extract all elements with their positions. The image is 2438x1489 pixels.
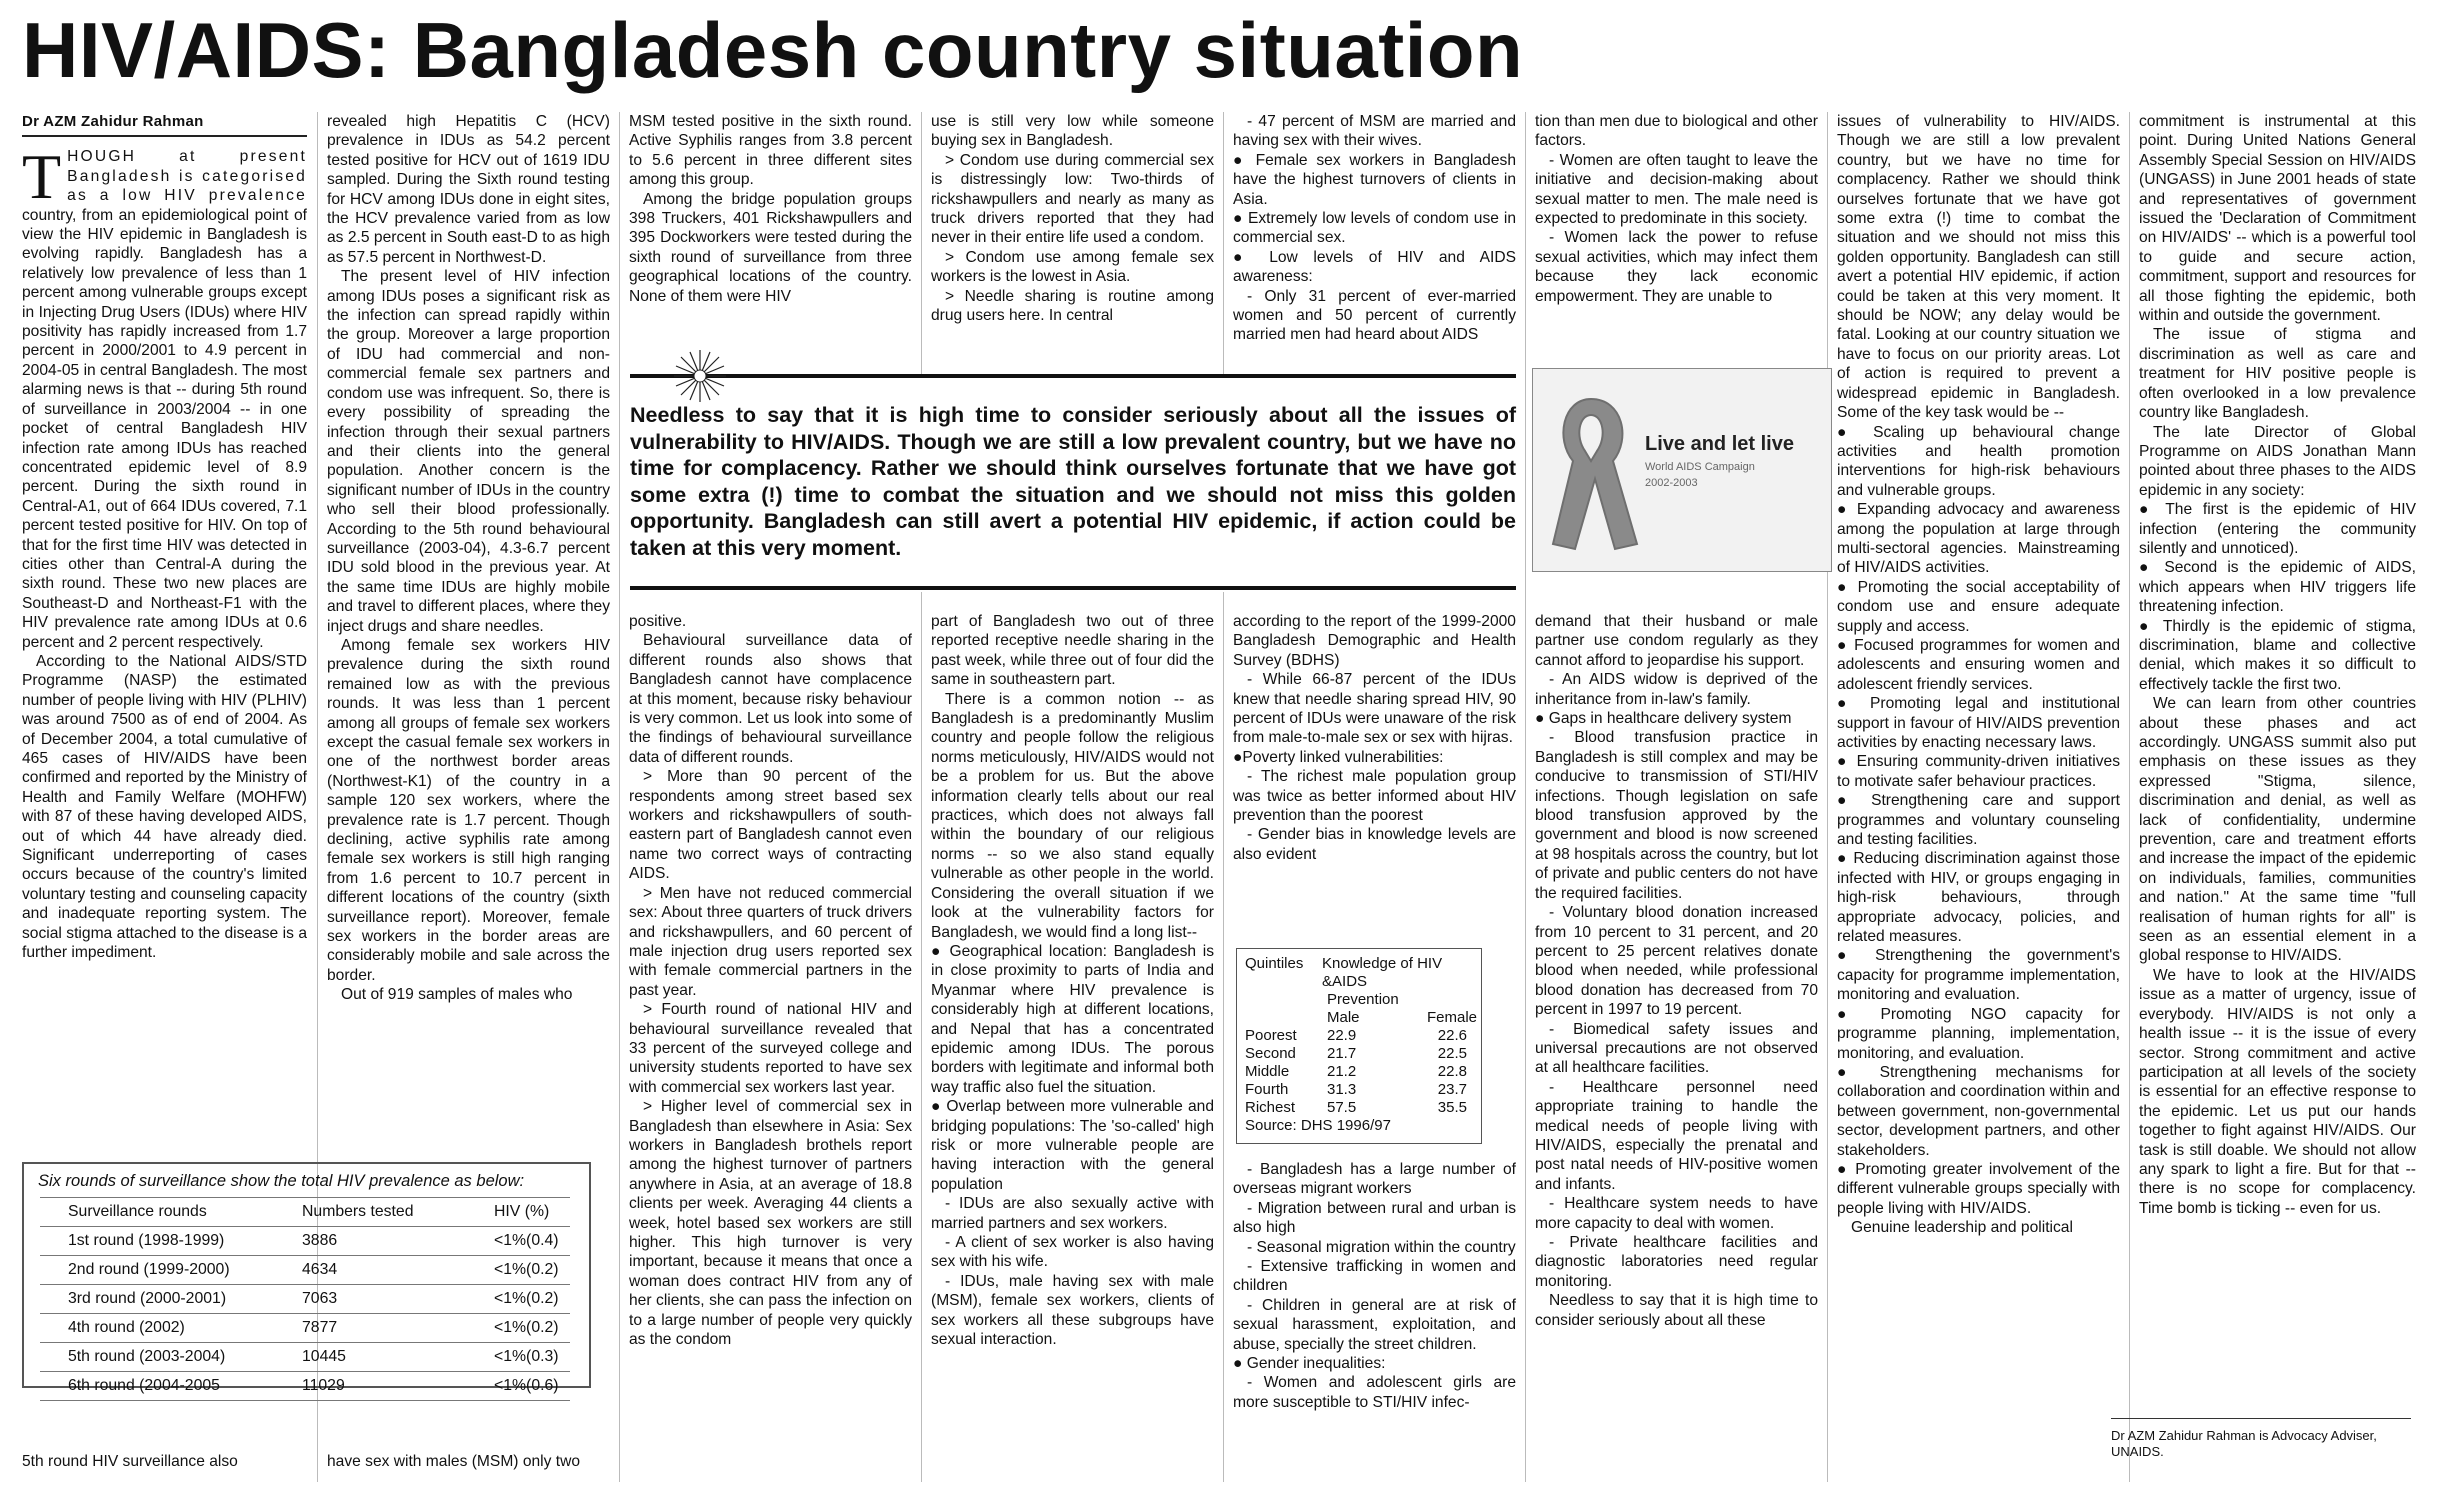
table-cell: <1%(0.4)	[494, 1227, 570, 1256]
paragraph: > More than 90 percent of the respondents among street based sex workers and rickshawpullers of south-eastern part of Bangladesh cannot even name two correct ways of contracting AIDS.	[629, 768, 912, 883]
lead-text: HOUGH at present Bangladesh is categorised as a low HIV prevalence	[67, 148, 307, 205]
table-cell: 4th round (2002)	[40, 1314, 302, 1343]
table-cell: 2nd round (1999-2000)	[40, 1256, 302, 1285]
column-5-top	[1233, 112, 1516, 374]
pull-quote: Needless to say that it is high time to consider seriously about all the issues of vulnerability to HIV/AIDS. Though we are still a low prevalent country, but we have no time for complacency. Rather we should think ourselves fortunate that we have got some extra (!) time to combat the situation and we should not miss this golden opportunity. Bangladesh can still avert a potential HIV epidemic, if action could be taken at this very moment.	[630, 403, 1516, 560]
page-headline: HIV/AIDS: Bangladesh country situation	[22, 6, 1524, 94]
paragraph: use is still very low while someone buying sex in Bangladesh.	[931, 113, 1214, 150]
table-cell: 57.5	[1327, 1099, 1357, 1116]
paragraph: have sex with males (MSM) only two	[327, 1453, 581, 1470]
list-item: ● Promoting the social acceptability of condom use and ensure adequate supply and access.	[1837, 578, 2120, 635]
list-item: ● Scaling up behavioural change activities and health promotion interventions for high-risk behaviours and vulnerable groups.	[1837, 423, 2120, 499]
paragraph: - Bangladesh has a large number of overseas migrant workers	[1233, 1161, 1516, 1198]
column-3-top	[629, 112, 912, 374]
surveillance-table	[40, 1197, 570, 1401]
paragraph: The late Director of Global Programme on AIDS Jonathan Mann pointed about three phases to the AIDS epidemic in any society:	[2139, 423, 2416, 499]
knowledge-quintile-table	[1236, 948, 1482, 1144]
table-cell: 35.5	[1437, 1099, 1467, 1116]
paragraph: - IDUs, male having sex with male (MSM), female sex workers, clients of sex workers all these subgroups have sexual interaction.	[931, 1272, 1214, 1349]
table-cell: <1%(0.6)	[494, 1372, 570, 1401]
aids-ribbon-image	[1532, 368, 1832, 572]
paragraph: ● Female sex workers in Bangladesh have the highest turnovers of clients in Asia.	[1233, 151, 1516, 208]
column-7	[1837, 112, 2120, 1482]
paragraph: - Women are often taught to leave the initiative and decision-making about sexual matter to men. The male need is expected to predominate in this society.	[1535, 151, 1818, 228]
table-header: Surveillance rounds	[40, 1198, 302, 1227]
table-header: Prevention	[1327, 991, 1399, 1008]
paragraph: - Seasonal migration within the country	[1247, 1238, 1516, 1256]
table-cell: 5th round (2003-2004)	[40, 1343, 302, 1372]
paragraph: There is a common notion -- as Bangladesh is a predominantly Muslim country and people follow the religious norms meticulously, HIV/AIDS would not be a problem for us. But the above information clearly tells about our real practices, which does not always fall within the boundary of our religious norms -- so we also stand equally vulnerable as other people in the world. Considering the overall situation if we look at the vulnerability factors for Bangladesh, we would find a long list--	[931, 690, 1214, 941]
table-cell: Middle	[1245, 1063, 1290, 1080]
author-note: Dr AZM Zahidur Rahman is Advocacy Adviser, UNAIDS.	[2111, 1428, 2377, 1459]
surveillance-table-box	[22, 1162, 591, 1394]
column-divider	[619, 112, 620, 1482]
table-header-row	[1245, 1009, 1481, 1027]
paragraph: - IDUs are also sexually active with married partners and sex workers.	[931, 1195, 1214, 1232]
paragraph: Behavioural surveillance data of different rounds also shows that Bangladesh cannot have complacence at this moment, because risky behaviour is very common. Let us look into some of the findings of behavioural surveillance data of different rounds.	[629, 632, 912, 766]
paragraph: - A client of sex worker is also having sex with his wife.	[931, 1234, 1214, 1271]
paragraph: - Children in general are at risk of sexual harassment, exploitation, and abuse, specially the street children.	[1233, 1296, 1516, 1353]
dropcap: T	[22, 141, 62, 213]
paragraph: issues of vulnerability to HIV/AIDS. Though we are still a low prevalent country, but we have no time for complacency. Rather we should think ourselves fortunate that we have got some extra (!) time to combat the situation and we should not miss this golden opportunity. Bangladesh can still avert a potential HIV epidemic, if action could be taken at this very moment. It should be NOW; any delay would be fatal. Looking at our country situation we have to focus on our priority areas. Lot of action is required to prevent a widespread epidemic in Bangladesh. Some of the key task would be --	[1837, 113, 2120, 422]
table-row	[40, 1256, 570, 1285]
column-4-top	[931, 112, 1214, 374]
paragraph: Among female sex workers HIV prevalence during the sixth round remained low as with the previous rounds. It was less than 1 percent among all groups of female sex workers except the casual female sex workers in one of the northwest border areas (Northwest-K1) of the country in a sample 120 sex workers, where the prevalence rate is 1.7 percent. Though declining, active syphilis rate among female sex workers is still high ranging from 1.6 percent to 10.7 percent in different locations of the country (sixth surveillance report). Moreover, female sex workers in the border areas are considerably mobile and sale across the border.	[327, 636, 610, 984]
table-row	[40, 1314, 570, 1343]
table-header: Male	[1327, 1009, 1360, 1026]
paragraph: - Voluntary blood donation increased from 10 percent to 31 percent, and 20 percent to 25 percent relatives donate blood when needed, while professional blood donation has decreased from 70 percent in 1997 to 19 percent.	[1535, 904, 1818, 1019]
paragraph: > Higher level of commercial sex in Bangladesh than elsewhere in Asia: Sex workers in Bangladesh brothels report among the highest turnover of partners anywhere in Asia, at an average of 18.8 clients per week. Averaging 44 clients a week, hotel based sex workers are still higher. This high turnover is very important, because it means that once a woman does contract HIV from any of her clients, she can pass the infection on to a large number of people very quickly as the condom	[629, 1098, 912, 1349]
paragraph: ● Extremely low levels of condom use in commercial sex.	[1233, 210, 1516, 247]
table-row	[1245, 1027, 1481, 1045]
paragraph: revealed high Hepatitis C (HCV) prevalence in IDUs as 54.2 percent tested positive for HCV out of 1619 IDU sampled. During the Sixth round testing for HCV among IDUs done in eight sites, the HCV prevalence varied from as low as 2.5 percent in South east-D to as high as 57.5 percent in Northwest-D.	[327, 113, 610, 266]
list-item: ● Focused programmes for women and adolescents and ensuring women and adolescent friendly services.	[1837, 636, 2120, 693]
table-header-row	[40, 1198, 570, 1227]
table-cell: 3886	[302, 1227, 494, 1256]
paragraph: according to the report of the 1999-2000 Bangladesh Demographic and Health Survey (BDHS)	[1233, 613, 1516, 669]
starburst-icon	[672, 348, 728, 404]
paragraph: The present level of HIV infection among IDUs poses a significant risk as the infection can spread rapidly within the group. Moreover a large proportion of IDU had commercial and non-commercial female sex partners and condom use was infrequent. So, there is every possibility of spreading the infection through their sexual partners and their clients into the general population. Another concern is the significant number of IDUs in the country who sell their blood professionally. According to the 5th round behavioural surveillance (2003-04), 4.3-6.7 percent IDU sold blood in the previous year. At the same time IDUs are highly mobile and travel to different places, where they inject drugs and share needles.	[327, 268, 610, 635]
column-6-bottom	[1535, 612, 1818, 1482]
table-row	[1245, 1081, 1481, 1099]
paragraph: Among the bridge population groups 398 Truckers, 401 Rickshawpullers and 395 Dockworkers were tested during the sixth round of surveillance from three geographical locations of the country. None of them were HIV	[629, 190, 912, 305]
paragraph: ●Poverty linked vulnerabilities:	[1233, 748, 1444, 766]
list-item: ● Expanding advocacy and awareness among the population at large through multi-sectoral agencies. Mainstreaming of HIV/AIDS activities.	[1837, 501, 2120, 577]
paragraph: > Condom use during commercial sex is distressingly low: Two-thirds of rickshawpullers and nearly as many as truck drivers reported that they had never in their entire life used a condom.	[931, 151, 1214, 247]
paragraph: ● Low levels of HIV and AIDS awareness:	[1233, 248, 1516, 286]
paragraph: > Fourth round of national HIV and behavioural surveillance revealed that 33 percent of the surveyed college and university students reported to have sex with commercial sex workers last year.	[629, 1001, 912, 1096]
table-source-row	[1245, 1117, 1481, 1135]
table-cell: Poorest	[1245, 1027, 1297, 1044]
table-cell: 6th round (2004-2005	[40, 1372, 302, 1401]
table-header: Quintiles	[1245, 955, 1304, 972]
column-divider	[2129, 112, 2130, 1482]
column-divider	[921, 592, 922, 1482]
table-cell: 10445	[302, 1343, 494, 1372]
paragraph: - 47 percent of MSM are married and having sex with their wives.	[1233, 113, 1516, 150]
table-cell: Fourth	[1245, 1081, 1289, 1098]
list-item: ● Reducing discrimination against those infected with HIV, or groups engaging in high-risk behaviours, through appropriate advocacy, policies, and related measures.	[1837, 850, 2120, 946]
paragraph: - Migration between rural and urban is also high	[1233, 1199, 1516, 1237]
table-cell: 4634	[302, 1256, 494, 1285]
paragraph: We have to look at the HIV/AIDS issue as a matter of urgency, issue of everybody. HIV/AIDS is not only a health issue -- it is the issue of every sector. Strong commitment and active participation at all levels of the society is essential for an effective response to the epidemic. Let us put our hands together to fight against HIV/AIDS. Our task is still doable. We should not allow any spark to light a fire. But for that -- there is no scope for complacency. Time bomb is ticking -- even for us.	[2139, 966, 2416, 1217]
paragraph: According to the National AIDS/STD Programme (NASP) the estimated number of people living with HIV (PLHIV) was around 7500 as of end of 2004. As of December 2004, a total cumulative of 465 cases of HIV/AIDS have been confirmed and reported by the Ministry of Health and Family Welfare (MOHFW) with 87 of these having developed AIDS, out of which 44 have already died. Significant underreporting of cases occurs because of the country's limited voluntary testing and counseling capacity and inadequate reporting system. The social stigma attached to the disease is a further impediment.	[22, 652, 307, 962]
table-cell: <1%(0.2)	[494, 1285, 570, 1314]
paragraph: - Blood transfusion practice in Bangladesh is still complex and may be conducive to transmission of STI/HIV infections. Though legislation on safe blood transfusion approved by the government and blood is now screened at 98 hospitals across the country, but lot of private and public centers do not have the required facilities.	[1535, 729, 1818, 902]
table-cell: 23.7	[1437, 1081, 1467, 1098]
paragraph: The issue of stigma and discrimination as well as care and treatment for HIV positive people is often overlooked in a low prevalence country like Bangladesh.	[2139, 326, 2416, 422]
table-title: Six rounds of surveillance show the total HIV prevalence as below:	[38, 1172, 525, 1190]
table-cell: 21.7	[1327, 1045, 1357, 1062]
byline: Dr AZM Zahidur Rahman	[22, 112, 307, 137]
table-cell: Richest	[1245, 1099, 1296, 1116]
column-5-bottom-lower	[1233, 1160, 1516, 1482]
paragraph: - Only 31 percent of ever-married women and 50 percent of currently married men had heard about AIDS	[1233, 287, 1516, 344]
table-row	[1245, 1045, 1481, 1063]
ribbon-caption: World AIDS Campaign	[1645, 461, 1755, 473]
paragraph: > Needle sharing is routine among drug users here. In central	[931, 287, 1214, 325]
list-item: ● Thirdly is the epidemic of stigma, discrimination, blame and collective denial, which makes it so difficult to effectively tackle the first two.	[2139, 617, 2416, 693]
column-divider	[1525, 112, 1526, 1482]
paragraph: - An AIDS widow is deprived of the inheritance from in-law's family.	[1535, 671, 1818, 708]
table-header-row	[1245, 991, 1481, 1009]
table-cell: Second	[1245, 1045, 1296, 1062]
table-header: Numbers tested	[302, 1198, 494, 1227]
list-item: ● Strengthening mechanisms for collaboration and coordination within and between government, non-governmental sector, development partners, and other stakeholders.	[1837, 1063, 2120, 1159]
ribbon-title: Live and let live	[1645, 433, 1794, 455]
paragraph: - Private healthcare facilities and diagnostic laboratories need regular monitoring.	[1535, 1234, 1818, 1290]
table-row	[40, 1372, 570, 1401]
ribbon-caption: 2002-2003	[1645, 477, 1698, 489]
column-1	[22, 112, 307, 1142]
paragraph: - Women lack the power to refuse sexual activities, which may infect them because they lack economic empowerment. They are unable to	[1535, 229, 1818, 305]
table-row	[1245, 1063, 1481, 1081]
paragraph: commitment is instrumental at this point. During United Nations General Assembly Special Session on HIV/AIDS (UNGASS) in June 2001 heads of state and representatives of government issued the 'Declaration of Commitment on HIV/AIDS' -- which is a powerful tool to guide and secure action, commitment, support and resources for all those fighting the epidemic, both within and outside the government.	[2139, 113, 2416, 325]
column-2	[327, 112, 610, 1152]
table-cell: 21.2	[1327, 1063, 1357, 1080]
list-item: ● Second is the epidemic of AIDS, which appears when HIV triggers life threatening infection.	[2139, 559, 2416, 616]
table-header: Female	[1427, 1009, 1478, 1026]
column-4-bottom	[931, 612, 1214, 1482]
pullquote-rule-bottom	[630, 586, 1516, 590]
table-cell: 22.5	[1437, 1045, 1467, 1062]
table-cell: <1%(0.3)	[494, 1343, 570, 1372]
column-1-footer	[22, 1452, 307, 1471]
paragraph: ● Overlap between more vulnerable and bridging populations: The 'so-called' high risk or more vulnerable people are having interaction with the general population	[931, 1098, 1214, 1193]
list-item: ● The first is the epidemic of HIV infection (entering the community silently and unnoticed).	[2139, 501, 2416, 557]
paragraph: We can learn from other countries about these phases and act accordingly. UNGASS summit also put emphasis on these issues as they expressed "Stigma, silence, discrimination and denial, as well as lack of confidentiality, undermine prevention, care and treatment efforts and increase the impact of the epidemic on individuals, families, communities and nation." At the same time "full realisation of human rights for all" is seen as an essential element in a global response to HIV/AIDS.	[2139, 695, 2416, 965]
list-item: ● Promoting greater involvement of the different vulnerable groups specially with people living with HIV/AIDS.	[1837, 1160, 2120, 1217]
paragraph: positive.	[629, 613, 687, 630]
column-6-top	[1535, 112, 1818, 362]
column-2-footer	[327, 1452, 610, 1471]
list-item: ● Promoting legal and institutional support in favour of HIV/AIDS prevention activities by enacting necessary laws.	[1837, 695, 2120, 751]
paragraph: ● Gender inequalities:	[1233, 1355, 1386, 1373]
table-cell: 22.8	[1437, 1063, 1467, 1080]
table-cell: 31.3	[1327, 1081, 1357, 1098]
paragraph: > Men have not reduced commercial sex: About three quarters of truck drivers and rickshawpullers, and 60 percent of male injection drug users reported sex with female commercial partners in the past year.	[629, 884, 912, 999]
paragraph: - Gender bias in knowledge levels are also evident	[1233, 826, 1516, 863]
paragraph: - The richest male population group was twice as better informed about HIV prevention than the poorest	[1233, 768, 1516, 825]
list-item: ● Ensuring community-driven initiatives to motivate safer behaviour practices.	[1837, 753, 2120, 790]
paragraph: - Women and adolescent girls are more susceptible to STI/HIV infec-	[1233, 1374, 1516, 1411]
column-5-bottom-upper	[1233, 612, 1516, 942]
paragraph: Needless to say that it is high time to consider seriously about all these	[1535, 1292, 1818, 1329]
table-cell: <1%(0.2)	[494, 1314, 570, 1343]
table-row	[1245, 1099, 1481, 1117]
paragraph: - Healthcare personnel need appropriate training to handle the medical needs of people living with HIV/AIDS, especially the prenatal and post natal needs of HIV-positive women and infants.	[1535, 1078, 1818, 1193]
column-divider	[1223, 592, 1224, 1482]
table-cell: 22.6	[1437, 1027, 1467, 1044]
paragraph: Out of 919 samples of males who	[341, 986, 573, 1004]
list-item: ● Strengthening the government's capacity for programme implementation, monitoring and evaluation.	[1837, 947, 2120, 1004]
table-spacer	[1245, 991, 1327, 1009]
table-cell: 7877	[302, 1314, 494, 1343]
table-source: Source: DHS 1996/97	[1245, 1117, 1391, 1134]
table-cell: 11029	[302, 1372, 494, 1401]
column-divider	[1827, 112, 1828, 1482]
table-cell: <1%(0.2)	[494, 1256, 570, 1285]
paragraph: ● Gaps in healthcare delivery system	[1535, 710, 1792, 728]
column-divider	[1223, 112, 1224, 374]
table-cell: 1st round (1998-1999)	[40, 1227, 302, 1256]
paragraph: country, from an epidemiological point of view the HIV epidemic in Bangladesh is evolving rapidly. Bangladesh has a relatively low prevalence of less than 1 percent among vulnerable groups except in Injecting Drug Users (IDUs) where HIV positivity has rapidly increased from 1.7 percent in 2000/2001 to 4.9 percent in 2004-05 in central Bangladesh. The most alarming news is that -- during 5th round of surveillance in 2003/2004 -- in one pocket of central Bangladesh HIV infection rate among IDUs has reached concentrated epidemic level of 8.9 percent. During the sixth round in Central-A1, out of 664 IDUs covered, 7.1 percent tested positive for HIV. On top of that for the first time HIV was detected in cities other than Central-A during the sixth round. These two new places are Southeast-D and Northeast-F1 with the HIV prevalence rate among IDUs at 0.6 percent and 2 percent respectively.	[22, 206, 307, 651]
column-divider	[921, 112, 922, 374]
paragraph: demand that their husband or male partner use condom regularly as they cannot afford to jeopardise his support.	[1535, 613, 1818, 669]
table-cell: 7063	[302, 1285, 494, 1314]
column-3-bottom	[629, 612, 912, 1482]
table-header-row	[1245, 955, 1481, 991]
paragraph: ● Geographical location: Bangladesh is in close proximity to parts of India and Myanmar where HIV prevalence is considerably high at different locations, and Nepal that has a concentrated epidemic among IDUs. The porous borders with legitimate and informal both way traffic also fuel the situation.	[931, 942, 1214, 1096]
paragraph: part of Bangladesh two out of three reported receptive needle sharing in the past week, while three out of four did the same in southeastern part.	[931, 613, 1214, 689]
paragraph: - While 66-87 percent of the IDUs knew that needle sharing spread HIV, 90 percent of IDUs were unaware of the risk from male-to-male sex or sex with hijras.	[1233, 671, 1516, 747]
paragraph: - Biomedical safety issues and universal precautions are not observed at all healthcare facilities.	[1535, 1020, 1818, 1077]
author-note-rule	[2111, 1418, 2411, 1419]
table-cell: 3rd round (2000-2001)	[40, 1285, 302, 1314]
paragraph: Genuine leadership and political	[1851, 1219, 2073, 1237]
list-item: ● Strengthening care and support programmes and voluntary counseling and testing facilities.	[1837, 792, 2120, 849]
pullquote-rule-top	[630, 374, 1516, 378]
paragraph: - Healthcare system needs to have more capacity to deal with women.	[1535, 1195, 1818, 1232]
paragraph: > Condom use among female sex workers is the lowest in Asia.	[931, 248, 1214, 286]
table-header: Knowledge of HIV &AIDS	[1322, 955, 1443, 990]
table-header: HIV (%)	[494, 1198, 570, 1227]
table-row	[40, 1285, 570, 1314]
table-row	[40, 1343, 570, 1372]
paragraph: 5th round HIV surveillance also	[22, 1453, 238, 1470]
paragraph: - Extensive trafficking in women and children	[1233, 1258, 1516, 1295]
paragraph: tion than men due to biological and other factors.	[1535, 113, 1818, 150]
paragraph: MSM tested positive in the sixth round. Active Syphilis ranges from 3.8 percent to 5.6 percent in three different sites among this group.	[629, 113, 912, 189]
table-spacer	[1245, 1009, 1327, 1027]
column-8	[2139, 112, 2416, 1408]
list-item: ● Promoting NGO capacity for programme planning, implementation, monitoring, and evaluation.	[1837, 1005, 2120, 1062]
table-cell: 22.9	[1327, 1027, 1357, 1044]
table-row	[40, 1227, 570, 1256]
